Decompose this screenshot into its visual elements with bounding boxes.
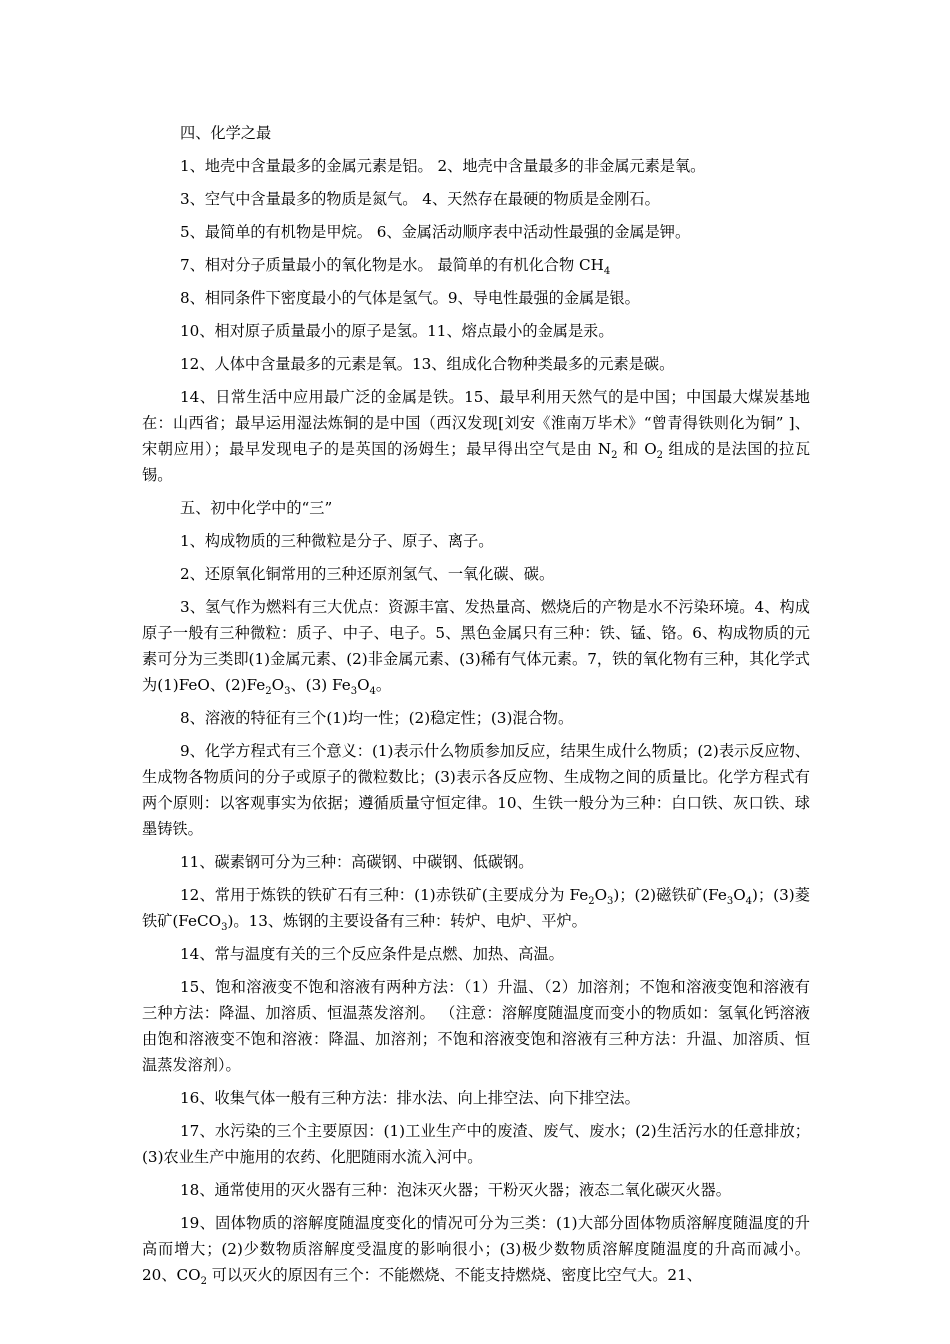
subscript: 3 <box>726 896 734 907</box>
paragraph: 8、溶液的特征有三个(1)均一性；(2)稳定性；(3)混合物。 <box>180 709 574 727</box>
paragraph: 2、还原氧化铜常用的三种还原剂氢气、一氧化碳、碳。 <box>180 565 555 583</box>
section-heading: 五、初中化学中的“三” <box>180 499 333 517</box>
paragraph: 18、通常使用的灭火器有三种：泡沫灭火器；干粉灭火器；液态二氧化碳灭火器。 <box>180 1181 731 1199</box>
paragraph: 3、氢气作为燃料有三大优点：资源丰富、发热量高、燃烧后的产物是水不污染环境。4、构成原子一般有三种微粒：质子、中子、电子。5、黑色金属只有三种：铁、锰、铬。6、构成物质的元素可分为三类即(1)金属元素、(2)非金属元素、(3)稀有气体元素。7，铁的氧化物有三种，其化学式为(1)FeO、$(2)Fe_2O_3$、(3) $Fe_3O_4$。 <box>142 598 810 697</box>
paragraph: 3、空气中含量最多的物质是氮气。 4、天然存在最硬的物质是金刚石。 <box>180 190 660 208</box>
paragraph: 12、常用于炼铁的铁矿石有三种：(1)赤铁矿(主要成分为 $Fe_2O_3$)；(2)磁铁矿$(Fe_3O_4)$；(3)菱铁矿(FeCO$_3$)。13、炼钢的主要设备有三种：转炉、电炉、平炉。 <box>142 886 810 933</box>
document-body <box>142 120 810 1295</box>
paragraph: 16、收集气体一般有三种方法：排水法、向上排空法、向下排空法。 <box>180 1089 640 1107</box>
paragraph: 17、水污染的三个主要原因：(1)工业生产中的废渣、废气、废水；(2)生活污水的任意排放；(3)农业生产中施用的农药、化肥随雨水流入河中。 <box>142 1122 810 1166</box>
subscript: 4 <box>745 896 753 907</box>
subscript: 2 <box>200 1276 207 1287</box>
subscript: 3 <box>607 896 614 907</box>
paragraph: 14、常与温度有关的三个反应条件是点燃、加热、高温。 <box>180 945 564 963</box>
paragraph: 12、人体中含量最多的元素是氧。13、组成化合物种类最多的元素是碳。 <box>180 355 675 373</box>
paragraph: 11、碳素钢可分为三种：高碳钢、中碳钢、低碳钢。 <box>180 853 534 871</box>
subscript: 2 <box>611 450 618 461</box>
subscript: 4 <box>603 266 611 277</box>
paragraph: 9、化学方程式有三个意义：(1)表示什么物质参加反应，结果生成什么物质；(2)表示反应物、生成物各物质问的分子或原子的微粒数比；(3)表示各反应物、生成物之间的质量比。化学方程式有两个原则：以客观事实为依据；遵循质量守恒定律。10、生铁一般分为三种：白口铁、灰口铁、球墨铸铁。 <box>142 742 810 838</box>
paragraph: 19、固体物质的溶解度随温度变化的情况可分为三类：(1)大部分固体物质溶解度随温度的升高而增大；(2)少数物质溶解度受温度的影响很小；(3)极少数物质溶解度随温度的升高而减小。20、$CO_2$ 可以灭火的原因有三个：不能燃烧、不能支持燃烧、密度比空气大。21、 <box>142 1214 810 1287</box>
section-heading: 四、化学之最 <box>180 124 272 142</box>
subscript: 4 <box>369 686 376 697</box>
paragraph: 15、饱和溶液变不饱和溶液有两种方法：（1）升温、（2）加溶剂；不饱和溶液变饱和溶液有三种方法：降温、加溶质、恒温蒸发溶剂。 （注意：溶解度随温度而变小的物质如：氢氧化钙溶液由饱和溶液变不饱和溶液：降温、加溶剂；不饱和溶液变饱和溶液有三种方法：升温、加溶质、恒温蒸发溶剂）。 <box>142 978 810 1074</box>
subscript: 2 <box>588 896 595 907</box>
paragraph: 10、相对原子质量最小的原子是氢。11、熔点最小的金属是汞。 <box>180 322 614 340</box>
subscript: 3 <box>350 686 358 697</box>
subscript: 2 <box>265 686 272 697</box>
paragraph: 8、相同条件下密度最小的气体是氢气。9、导电性最强的金属是银。 <box>180 289 640 307</box>
subscript: 3 <box>221 922 228 933</box>
paragraph: 7、相对分子质量最小的氧化物是水。 最简单的有机化合物 $CH_4$ <box>180 256 611 277</box>
paragraph: 5、最简单的有机物是甲烷。 6、金属活动顺序表中活动性最强的金属是钾。 <box>180 223 691 241</box>
subscript: 3 <box>284 686 291 697</box>
subscript: 2 <box>656 450 664 461</box>
paragraph: 1、构成物质的三种微粒是分子、原子、离子。 <box>180 532 494 550</box>
paragraph: 14、日常生活中应用最广泛的金属是铁。15、最早利用天然气的是中国；中国最大煤炭基地在：山西省；最早运用湿法炼铜的是中国（西汉发现[刘安《淮南万毕术》“曾青得铁则化为铜” ]、宋朝应用）；最早发现电子的是英国的汤姆生；最早得出空气是由 $N_2$ 和 $O_2$ 组成的是法国的拉瓦锡。 <box>142 388 811 484</box>
paragraph: 1、地壳中含量最多的金属元素是铝。 2、地壳中含量最多的非金属元素是氧。 <box>180 157 706 175</box>
